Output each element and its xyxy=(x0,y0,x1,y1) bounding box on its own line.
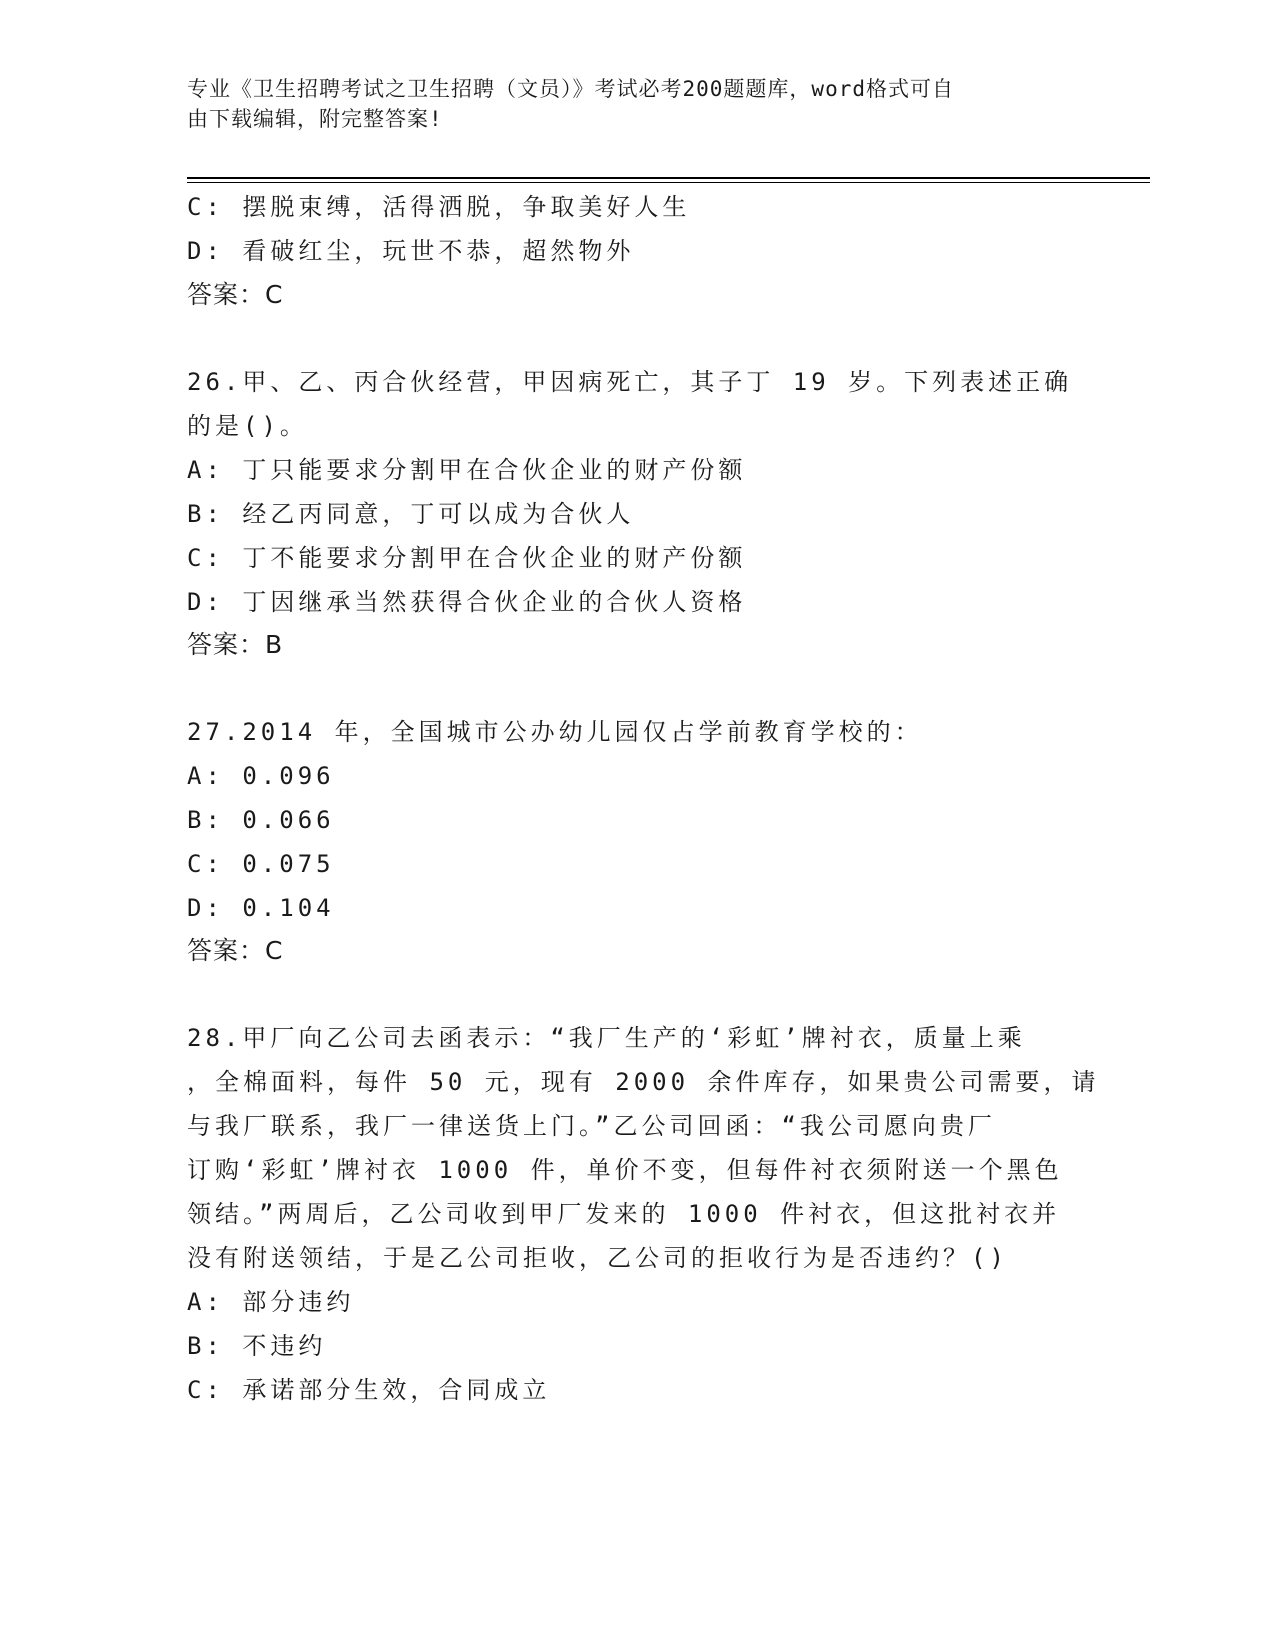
q27-option-c: C: 0.075 xyxy=(187,850,335,878)
header-rule-thick xyxy=(187,177,1150,179)
q28-stem-line-2: ，全棉面料，每件 50 元，现有 2000 余件库存，如果贵公司需要，请 xyxy=(187,1068,1100,1096)
q28-stem-line-6: 没有附送领结，于是乙公司拒收，乙公司的拒收行为是否违约？() xyxy=(187,1244,1008,1272)
q26-stem-line-1: 26.甲、乙、丙合伙经营，甲因病死亡，其子丁 19 岁。下列表述正确 xyxy=(187,368,1073,396)
page-header xyxy=(187,74,1087,134)
q25-option-c: C: 摆脱束缚，活得洒脱，争取美好人生 xyxy=(187,193,691,221)
q28-stem-line-3: 与我厂联系，我厂一律送货上门。”乙公司回函：“我公司愿向贵厂 xyxy=(187,1112,996,1140)
q28-option-a: A: 部分违约 xyxy=(187,1288,355,1316)
header-rule-thin xyxy=(187,182,1150,183)
q27-stem: 27.2014 年，全国城市公办幼儿园仅占学前教育学校的： xyxy=(187,718,923,746)
q27-option-b: B: 0.066 xyxy=(187,806,335,834)
q26-answer: 答案：B xyxy=(187,630,284,659)
q28-stem-line-4: 订购‘彩虹’牌衬衣 1000 件，单价不变，但每件衬衣须附送一个黑色 xyxy=(187,1156,1063,1184)
q27-answer: 答案：C xyxy=(187,936,284,965)
header-line-2: 由下载编辑，附完整答案! xyxy=(187,107,443,131)
q26-option-c: C: 丁不能要求分割甲在合伙企业的财产份额 xyxy=(187,544,747,572)
q28-option-b: B: 不违约 xyxy=(187,1332,327,1360)
q28-stem-line-5: 领结。”两周后，乙公司收到甲厂发来的 1000 件衬衣，但这批衬衣并 xyxy=(187,1200,1061,1228)
q26-option-d: D: 丁因继承当然获得合伙企业的合伙人资格 xyxy=(187,588,747,616)
q27-option-a: A: 0.096 xyxy=(187,762,335,790)
q26-option-a: A: 丁只能要求分割甲在合伙企业的财产份额 xyxy=(187,456,747,484)
q26-option-b: B: 经乙丙同意，丁可以成为合伙人 xyxy=(187,500,635,528)
header-line-1: 专业《卫生招聘考试之卫生招聘（文员）》考试必考200题题库，word格式可自 xyxy=(187,77,954,101)
q25-option-d: D: 看破红尘，玩世不恭，超然物外 xyxy=(187,237,635,265)
q28-stem-line-1: 28.甲厂向乙公司去函表示：“我厂生产的‘彩虹’牌衬衣，质量上乘 xyxy=(187,1024,1026,1052)
q25-answer: 答案：C xyxy=(187,280,284,309)
q27-option-d: D: 0.104 xyxy=(187,894,335,922)
q26-stem-line-2: 的是()。 xyxy=(187,412,308,440)
q28-option-c: C: 承诺部分生效，合同成立 xyxy=(187,1376,551,1404)
